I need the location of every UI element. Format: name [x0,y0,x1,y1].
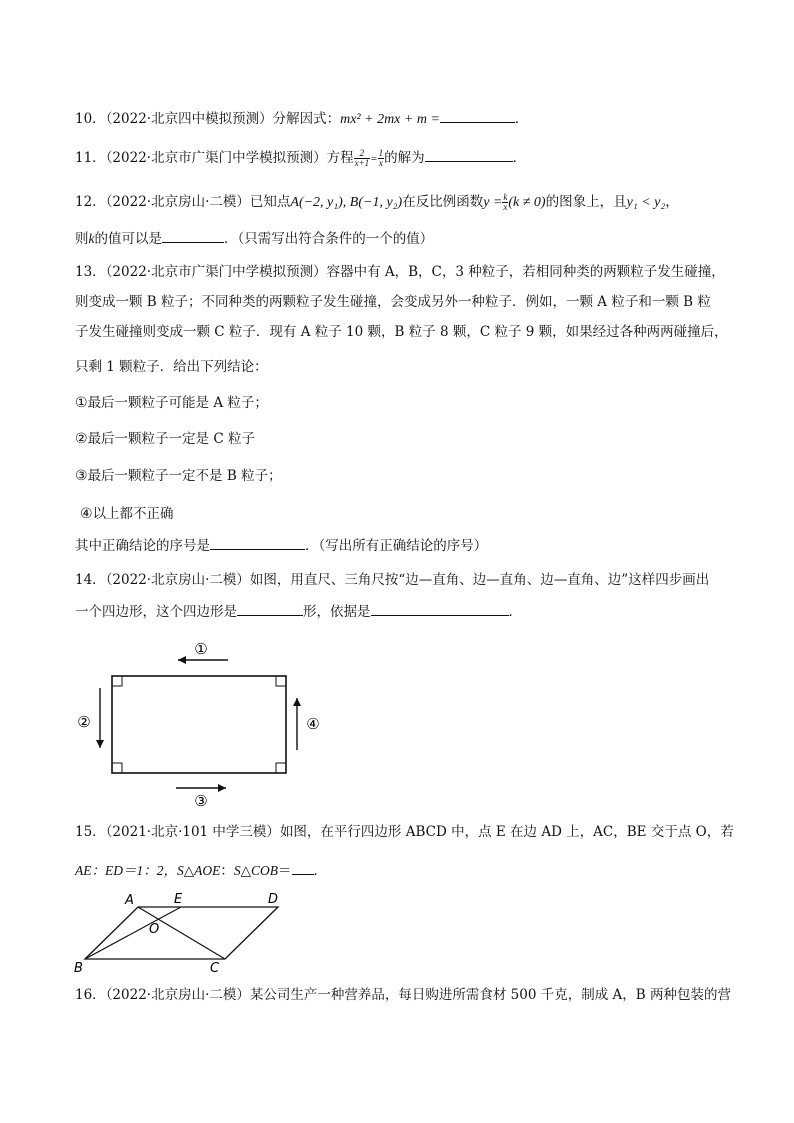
q14-line2-pre: 一个四边形，这个四边形是 [75,604,237,620]
segment-be [85,907,181,959]
q14-rectangle [112,676,286,773]
q10-answer-blank[interactable] [440,108,515,123]
q13-option-2-mark: ② [75,431,88,447]
point-o-label: O [149,922,160,937]
question-15-line2 [75,860,327,881]
q14-line2-end: ． [508,604,522,620]
q13-option-3 [75,466,282,486]
q13-option-4-mark: ④ [80,506,93,522]
q12-func-condition: (k ≠ 0) [508,195,546,210]
point-d-label: D [268,892,279,907]
q15-end: ． [313,863,328,879]
q12-source: （2022·北京房山·二模） [105,194,250,210]
q13-option-1 [75,393,268,413]
q16-number: 16． [75,987,106,1003]
q10-end: ． [514,111,529,127]
q12-points: A(−2, y₁), B(−1, y₂) [290,195,403,210]
question-15 [75,822,734,842]
right-angle-mark [112,763,122,773]
q13-option-2 [75,429,255,449]
q13-line3: 子发生碰撞则变成一颗 C 粒子．现有 A 粒子 10 颗，B 粒子 8 颗，C 粒子 9 颗，如果经过各种两两碰撞后， [75,324,728,340]
arrowhead-icon [96,740,104,748]
q13-answer-post: ．（写出所有正确结论的序号） [305,538,488,554]
q12-func-fraction: $\frac{k}{x}$ [503,192,508,212]
q15-equals: ＝ [278,863,292,879]
fig-label-3: ③ [194,792,208,810]
q11-equals: = [370,153,378,165]
q12-line2-pre: 则 [75,231,89,247]
q14-line1: 如图，用直尺、三角尺按“边—直角、边—直角、边—直角、边”这样四步画出 [249,572,710,588]
q10-expression: mx² + 2mx + m = [340,112,440,127]
question-12-line2 [75,228,433,249]
q14-number: 14． [75,572,106,588]
arrowhead-icon [178,656,186,664]
q13-answer-blank[interactable] [210,535,305,550]
q10-text: 分解因式： [272,111,341,127]
q12-mid: 在反比例函数 [402,194,484,210]
right-angle-mark [276,763,286,773]
q11-fraction-2: $\frac{1}{x}$ [378,148,384,168]
q13-source: （2022·北京市广渠门中学模拟预测） [105,264,327,280]
q13-number: 13． [75,264,106,280]
point-e-label: E [174,892,183,907]
q14-figure [70,630,340,810]
q11-end: ． [512,150,527,166]
q14-source: （2022·北京房山·二模） [105,572,250,588]
q15-area-1: S△AOE [177,863,221,878]
q14-blank-shape[interactable] [237,601,303,616]
q15-figure [70,888,290,976]
q12-k: k [88,231,95,246]
q16-source: （2022·北京房山·二模） [105,987,250,1003]
q15-colon: ： [220,863,234,879]
q12-inequality: y₁ < y₂ [626,195,666,210]
q11-number: 11． [75,150,106,166]
q15-answer-blank[interactable] [292,860,314,875]
q13-answer-pre: 其中正确结论的序号是 [75,538,210,554]
point-c-label: C [210,961,220,976]
q15-source: （2021·北京·101 中学三模） [105,824,280,840]
arrowhead-icon [293,698,301,706]
q13-option-3-text: 最后一颗粒子一定不是 B 粒子； [87,468,282,484]
q15-ratio: AE：ED＝1：2， [75,863,177,878]
question-13 [75,262,725,282]
arrowhead-icon [218,784,226,792]
fig-label-1: ① [194,640,208,658]
q11-post: 的解为 [384,150,425,166]
question-12 [75,192,679,213]
point-a-label: A [125,893,134,908]
question-14 [75,570,709,590]
fig-label-4: ④ [306,715,320,733]
q13-line4: 只剩 1 颗粒子．给出下列结论： [75,359,268,375]
question-11 [75,147,526,169]
question-10 [75,108,528,130]
point-b-label: B [74,961,83,976]
q15-area-2: S△COB [233,863,279,878]
q11-source: （2022·北京市广渠门中学模拟预测） [105,150,327,166]
q13-option-3-mark: ③ [75,468,88,484]
q13-option-4-text: 以上都不正确 [92,506,174,522]
q11-answer-blank[interactable] [425,147,513,162]
q14-line2-mid: 形，依据是 [303,604,371,620]
q12-func-lhs: y = [483,195,503,210]
right-angle-mark [276,676,286,686]
question-14-line2 [75,601,522,622]
q13-line2: 则变成一颗 B 粒子；不同种类的两颗粒子发生碰撞，会变成另外一种粒子．例如，一颗 A 粒子和一颗 B 粒 [75,294,711,310]
q11-pre: 方程 [326,150,354,166]
q12-line2-mid: 的值可以是 [94,231,162,247]
q12-comma: ， [665,194,679,210]
q10-number: 10． [75,111,106,127]
q14-blank-reason[interactable] [371,601,509,616]
q13-answer-line [75,535,487,556]
q16-text: 某公司生产一种营养品，每日购进所需食材 500 千克，制成 A，B 两种包装的营 [249,987,731,1003]
q10-source: （2022·北京四中模拟预测） [105,111,273,127]
q13-option-1-mark: ① [75,395,88,411]
q13-option-4 [80,504,174,524]
q12-post: 的图象上，且 [545,194,627,210]
q13-option-1-text: 最后一颗粒子可能是 A 粒子； [87,395,268,411]
q12-answer-blank[interactable] [162,228,224,243]
q15-number: 15． [75,824,106,840]
q15-line1: 如图，在平行四边形 ABCD 中，点 E 在边 AD 上，AC，BE 交于点 O，若 [279,824,734,840]
q12-pre: 已知点 [249,194,291,210]
question-16 [75,985,731,1005]
q11-fraction-1: $\frac{2}{x+1}$ [354,148,370,168]
fig-label-2: ② [77,713,91,731]
q12-line2-end: ．（只需写出符合条件的一个的值） [224,231,434,247]
q13-line1: 容器中有 A，B，C，3 种粒子，若相同种类的两颗粒子发生碰撞， [326,264,725,280]
q13-option-2-text: 最后一颗粒子一定是 C 粒子 [87,431,255,447]
right-angle-mark [112,676,122,686]
q12-number: 12． [75,194,106,210]
